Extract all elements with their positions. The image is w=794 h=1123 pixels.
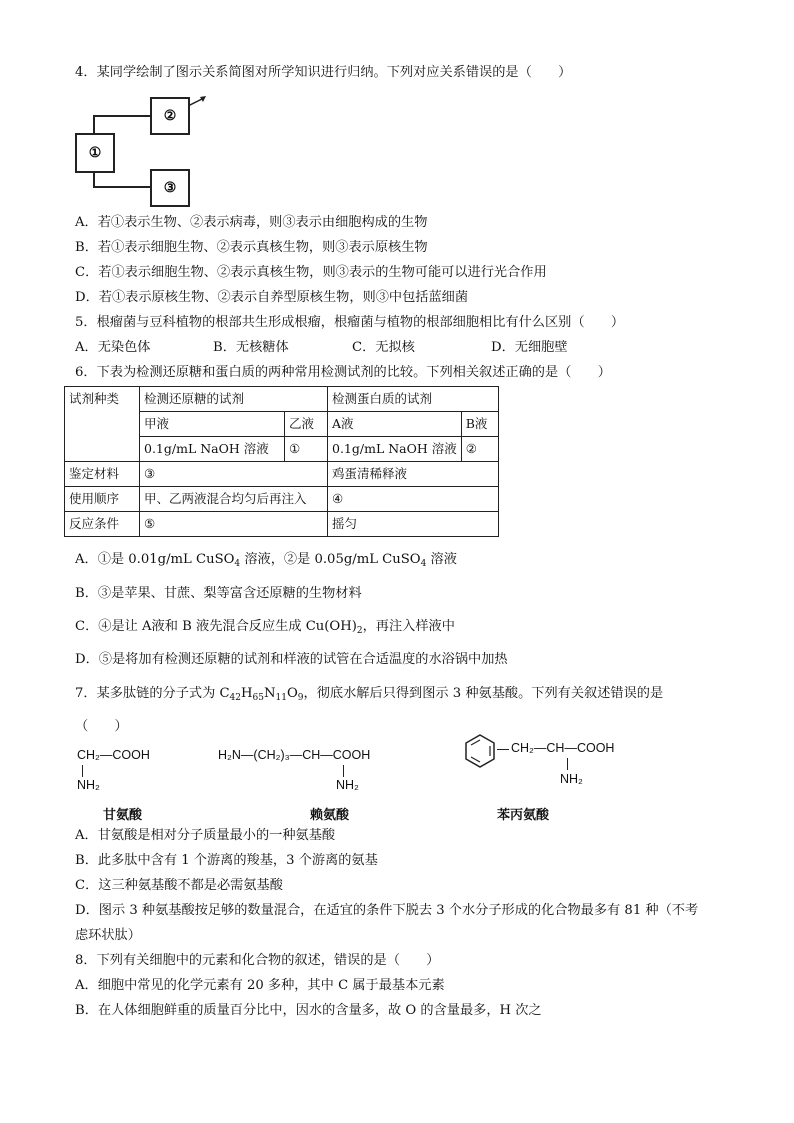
q5-option-a: A．无染色体: [75, 340, 151, 355]
table-cell: A液: [328, 412, 462, 437]
glycine-amino: NH₂: [77, 778, 100, 792]
q6-stem: 6．下表为检测还原糖和蛋白质的两种常用检测试剂的比较。下列相关叙述正确的是（ ）: [75, 365, 611, 380]
bond-line: [497, 749, 509, 750]
table-cell: 摇匀: [328, 512, 499, 537]
text-run: 溶液: [426, 552, 457, 567]
bond-line: [343, 765, 344, 777]
q6-option-a: [75, 551, 457, 569]
table-row: [65, 512, 499, 537]
subscript: 11: [275, 693, 287, 703]
table-row-label: 反应条件: [65, 512, 140, 537]
text-run: ，彻底水解后只得到图示 3 种氨基酸。下列有关叙述错误的是: [303, 686, 664, 701]
table-header-kind: 试剂种类: [65, 387, 140, 462]
q7-option-d-cont: 虑环状肽）: [75, 928, 141, 943]
q7-option-b: B．此多肽中含有 1 个游离的羧基，3 个游离的氨基: [75, 853, 378, 868]
diagram-line: [93, 115, 151, 117]
benzene-ring-icon: [462, 733, 498, 769]
subscript: 65: [252, 693, 264, 703]
table-row: [65, 462, 499, 487]
q6-option-b: B．③是苹果、甘蔗、梨等富含还原糖的生物材料: [75, 586, 362, 601]
diagram-line: [93, 186, 151, 188]
table-cell: 0.1g/mL NaOH 溶液: [140, 437, 285, 462]
subscript: 4: [234, 559, 241, 569]
table-cell: 0.1g/mL NaOH 溶液: [328, 437, 462, 462]
table-cell: ①: [285, 437, 328, 462]
q8-stem: 8．下列有关细胞中的元素和化合物的叙述，错误的是（ ）: [75, 953, 440, 968]
text-run: O: [286, 686, 298, 701]
q7-option-d: D．图示 3 种氨基酸按足够的数量混合，在适宜的条件下脱去 3 个水分子形成的化合物最多有 81 种（不考: [75, 903, 699, 918]
text-run: ，再注入样液中: [362, 619, 455, 634]
q4-option-d: D．若①表示原核生物、②表示自养型原核生物，则③中包括蓝细菌: [75, 290, 469, 305]
phenylalanine-formula: CH₂—CH—COOH: [511, 741, 615, 755]
table-cell: ②: [461, 437, 498, 462]
q7-stem: [75, 685, 663, 703]
lysine-amino: NH₂: [336, 778, 359, 792]
text-run: 溶液，②是 0.05g/mL CuSO: [240, 552, 421, 567]
table-row-label: 使用顺序: [65, 487, 140, 512]
table-row: [65, 387, 499, 412]
table-row: [65, 487, 499, 512]
q5-option-d: D．无细胞壁: [491, 340, 568, 355]
diagram-box-1: ①: [75, 133, 115, 173]
q6-option-d: D．⑤是将加有检测还原糖的试剂和样液的试管在合适温度的水浴锅中加热: [75, 652, 508, 667]
q6-option-c: [75, 618, 455, 636]
table-cell: ③: [140, 462, 328, 487]
glycine-formula: CH₂—COOH: [77, 748, 150, 762]
table-cell: B液: [461, 412, 498, 437]
phenylalanine-amino: NH₂: [560, 772, 583, 786]
table-cell: 甲、乙两液混合均匀后再注入: [140, 487, 328, 512]
table-cell: ⑤: [140, 512, 328, 537]
q4-option-b: B．若①表示细胞生物、②表示真核生物，则③表示原核生物: [75, 240, 428, 255]
diagram-arrow: [188, 94, 208, 108]
diagram-box-3: ③: [150, 169, 190, 207]
table-cell: ④: [328, 487, 499, 512]
lysine-name: 赖氨酸: [310, 808, 350, 823]
text-run: N: [263, 686, 276, 701]
glycine-name: 甘氨酸: [103, 808, 143, 823]
subscript: 2: [356, 626, 363, 636]
text-run: 7．某多肽链的分子式为 C: [75, 686, 230, 701]
q5-option-c: C．无拟核: [352, 340, 415, 355]
q4-stem: 4．某同学绘制了图示关系简图对所学知识进行归纳。下列对应关系错误的是（ ）: [75, 65, 572, 80]
q5-stem: 5．根瘤菌与豆科植物的根部共生形成根瘤，根瘤菌与植物的根部细胞相比有什么区别（ ）: [75, 315, 625, 330]
q7-option-c: C．这三种氨基酸不都是必需氨基酸: [75, 878, 283, 893]
table-cell: 乙液: [285, 412, 328, 437]
lysine-formula: H₂N—(CH₂)₃—CH—COOH: [218, 748, 371, 762]
q5-option-b: B．无核糖体: [213, 340, 289, 355]
q8-option-b: B．在人体细胞鲜重的质量百分比中，因水的含量多，故 O 的含量最多，H 次之: [75, 1003, 542, 1018]
subscript: 4: [420, 559, 427, 569]
text-run: C．④是让 A液和 B 液先混合反应生成 Cu(OH): [75, 619, 357, 634]
q4-option-c: C．若①表示细胞生物、②表示真核生物，则③表示的生物可能可以进行光合作用: [75, 265, 547, 280]
subscript: 42: [229, 693, 241, 703]
q7-option-a: A．甘氨酸是相对分子质量最小的一种氨基酸: [75, 828, 336, 843]
table-header-protein: 检测蛋白质的试剂: [328, 387, 499, 412]
text-run: H: [241, 686, 253, 701]
phenylalanine-name: 苯丙氨酸: [497, 808, 550, 823]
table-header-sugar: 检测还原糖的试剂: [140, 387, 328, 412]
text-run: A．①是 0.01g/mL CuSO: [75, 552, 235, 567]
table-row-label: 鉴定材料: [65, 462, 140, 487]
diagram-box-2: ②: [150, 97, 190, 135]
table-cell: 鸡蛋清稀释液: [328, 462, 499, 487]
reagent-comparison-table: [64, 386, 499, 537]
bond-line: [82, 765, 83, 777]
bond-line: [567, 758, 568, 770]
q4-option-a: A．若①表示生物、②表示病毒，则③表示由细胞构成的生物: [75, 215, 428, 230]
diagram-line: [93, 115, 95, 134]
table-cell: 甲液: [140, 412, 285, 437]
q8-option-a: A．细胞中常见的化学元素有 20 多种，其中 C 属于最基本元素: [75, 978, 445, 993]
q7-answer-paren: （ ）: [75, 719, 128, 734]
subscript: 9: [297, 693, 304, 703]
